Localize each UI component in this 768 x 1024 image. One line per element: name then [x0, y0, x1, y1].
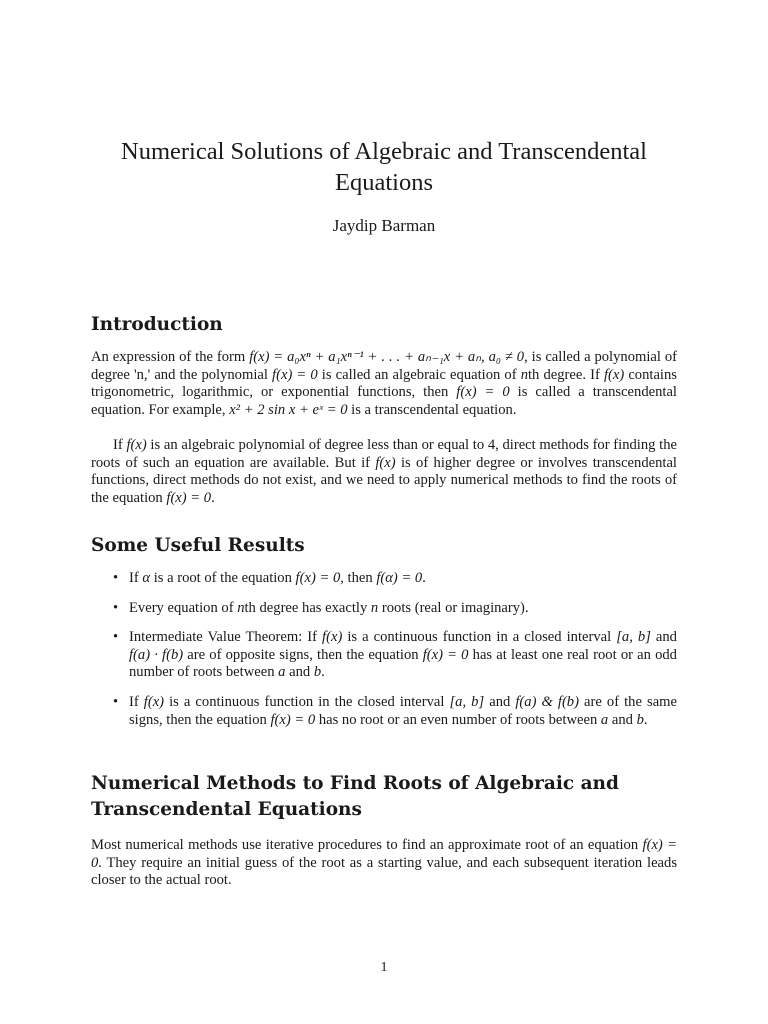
list-item: • Intermediate Value Theorem: If f(x) is a continuous function in a closed interval [a, b] and f(a) · f(b) are of opposite signs, then the equation f(x) = 0 has at least one real root or an odd number of roots between a and b.	[113, 629, 677, 681]
bullet-icon: •	[113, 570, 119, 586]
introduction-paragraph-2: If f(x) is an algebraic polynomial of degree less than or equal to 4, direct methods for finding the roots of such an equation are available. But if f(x) is of higher degree or involves transcendental functions, direct methods do not exist, and we need to apply numerical methods to find the roots of the equation f(x) = 0.	[91, 437, 677, 506]
section-heading-numerical-methods: Numerical Methods to Find Roots of Algebraic and Transcendental Equations	[91, 773, 619, 820]
section-heading-useful-results: Some Useful Results	[91, 535, 305, 556]
paper-title: Numerical Solutions of Algebraic and Transcendental Equations	[121, 138, 647, 196]
author-name: Jaydip Barman	[332, 216, 436, 235]
list-item: • If f(x) is a continuous function in the closed interval [a, b] and f(a) & f(b) are of the same signs, then the equation f(x) = 0 has no root or an even number of roots between a and b.	[113, 693, 678, 728]
bullet-icon: •	[113, 629, 119, 646]
introduction-paragraph-1: An expression of the form f(x) = a₀xⁿ + a₁xⁿ⁻¹ + . . . + aₙ₋₁x + aₙ, a₀ ≠ 0, is called a polynomial of degree 'n,' and the polynomial f(x) = 0 is called an algebraic equation of nth degree. If f(x) contains trigonometric, logarithmic, or exponential functions, then f(x) = 0 is called a transcendental equation. For example, x² + 2 sin x + eˣ = 0 is a transcendental equation.	[91, 349, 678, 418]
list-item: • Every equation of nth degree has exactly n roots (real or imaginary).	[113, 599, 529, 616]
section-heading-introduction: Introduction	[91, 314, 223, 335]
numerical-methods-paragraph: Most numerical methods use iterative procedures to find an approximate root of an equation f(x) = 0. They require an initial guess of the root as a starting value, and each subsequent iteration leads closer to the actual root.	[91, 837, 678, 889]
example-equation: x² + 2 sin x + eˣ = 0	[229, 401, 348, 418]
page-number: 1	[380, 960, 388, 975]
bullet-icon: •	[113, 599, 119, 616]
bullet-icon: •	[113, 693, 119, 710]
list-item: • If α is a root of the equation f(x) = 0, then f(α) = 0.	[113, 570, 426, 586]
useful-results-list	[91, 570, 677, 741]
polynomial-expression: f(x) = a₀xⁿ + a₁xⁿ⁻¹ + . . . + aₙ₋₁x + aₙ, a₀ ≠ 0	[249, 349, 525, 365]
